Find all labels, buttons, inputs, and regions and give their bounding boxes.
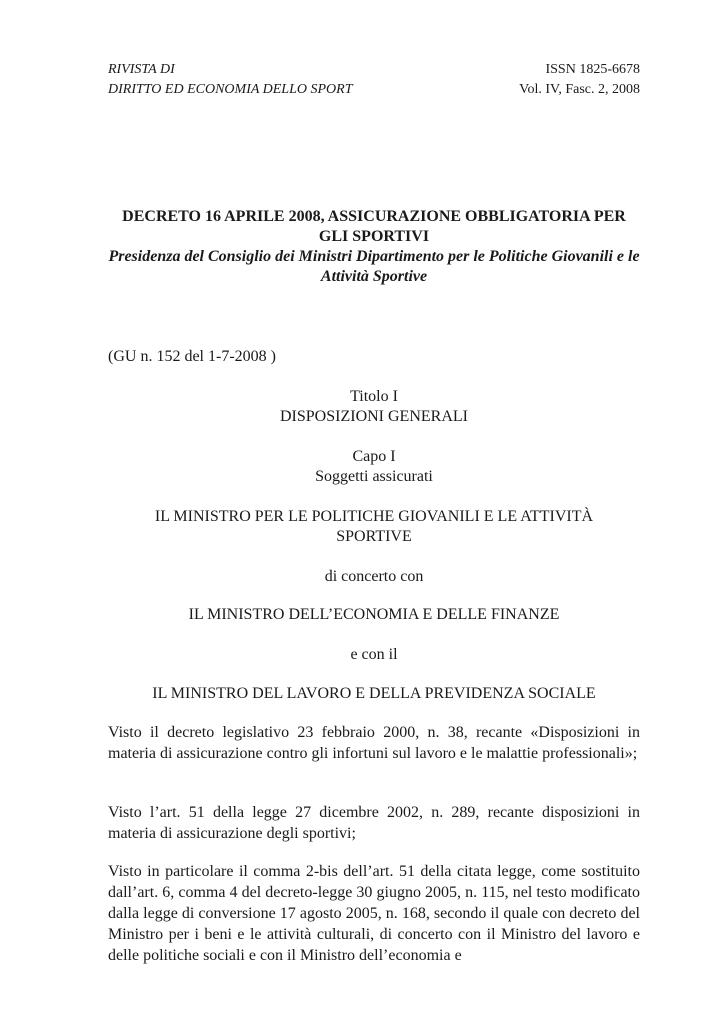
- minister-second: IL MINISTRO DELL’ECONOMIA E DELLE FINANZE: [188, 606, 560, 623]
- minister-third: IL MINISTRO DEL LAVORO E DELLA PREVIDENZA SOCIALE: [152, 685, 596, 702]
- journal-name-line2: DIRITTO ED ECONOMIA DELLO SPORT: [108, 82, 353, 97]
- titolo-heading: DISPOSIZIONI GENERALI: [280, 408, 468, 425]
- journal-name-line1: RIVISTA DI: [108, 62, 175, 77]
- issn: ISSN 1825-6678: [545, 62, 640, 77]
- decree-subtitle: Presidenza del Consiglio dei Ministri Dipartimento per le Politiche Giovanili e le Attività Sportive: [108, 248, 640, 285]
- decree-title: DECRETO 16 APRILE 2008, ASSICURAZIONE OBBLIGATORIA PER GLI SPORTIVI: [122, 208, 626, 245]
- capo-heading: Soggetti assicurati: [315, 468, 433, 485]
- concert-text: di concerto con: [324, 568, 424, 585]
- gazette-reference: (GU n. 152 del 1-7-2008 ): [108, 348, 276, 365]
- capo-label: Capo I: [352, 448, 396, 465]
- and-with-text: e con il: [350, 646, 398, 663]
- titolo-label: Titolo I: [350, 388, 398, 405]
- issue-info: [519, 60, 640, 100]
- paragraph-3: Visto in particolare il comma 2-bis dell’art. 51 della citata legge, come sostituito dall’art. 6, comma 4 del decreto-legge 30 giugno 2005, n. 115, nel testo modificato dalla legge di conversione 17 agosto 2005, n. 168, secondo il quale con decreto del Ministro per i beni e le attività culturali, di concerto con il Ministro del lavoro e delle politiche sociali e con il Ministro dell’economia e: [108, 863, 640, 964]
- paragraph-1: Visto il decreto legislativo 23 febbraio 2000, n. 38, recante «Disposizioni in materia di assicurazione contro gli infortuni sul lavoro e le malattie professionali»;: [108, 724, 640, 762]
- paragraph-2: Visto l’art. 51 della legge 27 dicembre 2002, n. 289, recante disposizioni in materia di assicurazione degli sportivi;: [108, 804, 640, 842]
- minister-first: IL MINISTRO PER LE POLITICHE GIOVANILI E LE ATTIVITÀ SPORTIVE: [154, 508, 594, 545]
- volume: Vol. IV, Fasc. 2, 2008: [519, 82, 640, 97]
- title-block: [108, 207, 640, 287]
